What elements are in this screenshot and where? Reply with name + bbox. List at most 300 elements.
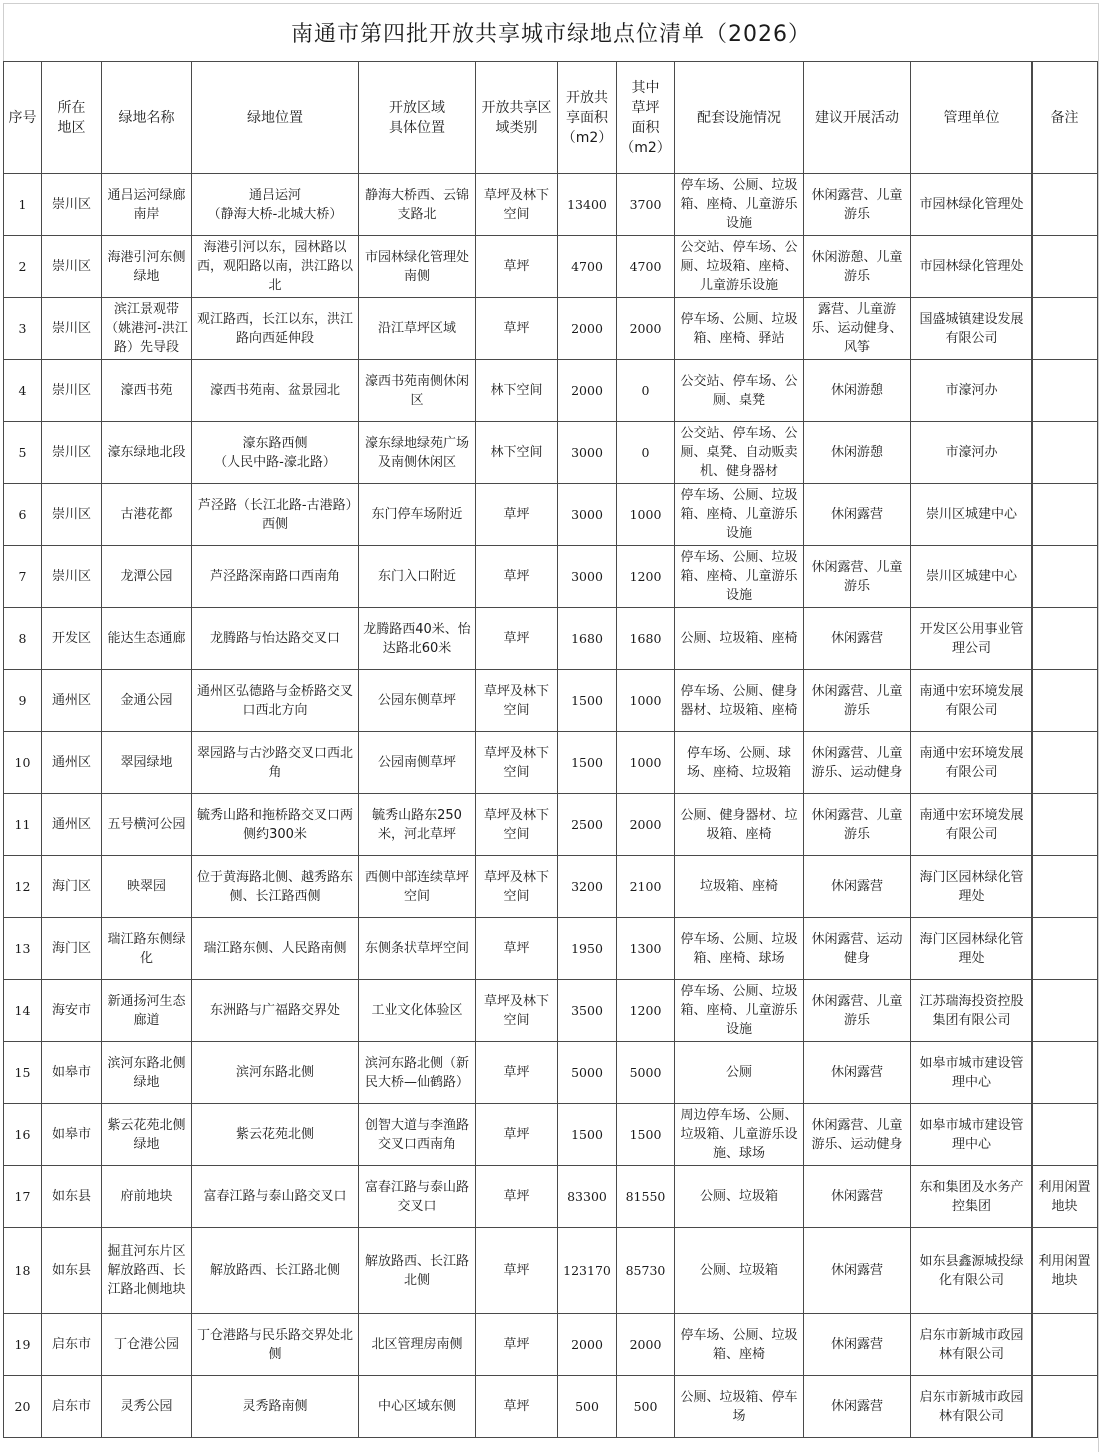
cell-lawn-area: 81550 xyxy=(617,1166,675,1228)
cell-seq: 6 xyxy=(4,484,42,546)
remark-row xyxy=(1032,1314,1098,1376)
remark-row xyxy=(1032,174,1098,236)
cell-manager: 开发区公用事业管理公司 xyxy=(911,608,1033,670)
cell-area-position: 沿江草坪区域 xyxy=(359,298,476,360)
cell-location: 位于黄海路北侧、越秀路东侧、长江路西侧 xyxy=(192,856,359,918)
cell-location: 海港引河以东，园林路以西，观阳路以南，洪江路以北 xyxy=(192,236,359,298)
header-area-position xyxy=(359,62,476,174)
cell-name: 灵秀公园 xyxy=(102,1376,192,1438)
cell-facilities: 公交站、停车场、公厕、垃圾箱、座椅、儿童游乐设施 xyxy=(675,236,804,298)
cell-area-position: 公园东侧草坪 xyxy=(359,670,476,732)
cell-name: 五号横河公园 xyxy=(102,794,192,856)
cell-activities: 休闲露营 xyxy=(804,1376,911,1438)
cell-seq: 2 xyxy=(4,236,42,298)
cell-facilities: 停车场、公厕、垃圾箱、座椅、儿童游乐设施 xyxy=(675,174,804,236)
cell-district: 如皋市 xyxy=(42,1104,102,1166)
cell-manager: 启东市新城市政园林有限公司 xyxy=(911,1376,1033,1438)
table-row xyxy=(4,1314,1033,1376)
remark-row xyxy=(1032,1376,1098,1438)
cell-area-position: 滨河东路北侧（新民大桥—仙鹤路） xyxy=(359,1042,476,1104)
cell-district: 海门区 xyxy=(42,856,102,918)
cell-area-position: 创智大道与李渔路交叉口西南角 xyxy=(359,1104,476,1166)
cell-manager: 如皋市城市建设管理中心 xyxy=(911,1104,1033,1166)
header-lawn-area-text: 其中 草坪 面积 （m2） xyxy=(620,79,671,156)
cell-location: 东洲路与广福路交界处 xyxy=(192,980,359,1042)
cell-open-area: 1680 xyxy=(558,608,617,670)
remark-row xyxy=(1032,856,1098,918)
table-row xyxy=(4,174,1033,236)
cell-district: 崇川区 xyxy=(42,236,102,298)
header-lawn-area xyxy=(617,62,675,174)
cell-seq: 1 xyxy=(4,174,42,236)
cell-district: 如皋市 xyxy=(42,1042,102,1104)
cell-seq: 4 xyxy=(4,360,42,422)
cell-facilities: 停车场、公厕、球场、座椅、垃圾箱 xyxy=(675,732,804,794)
table-body xyxy=(4,174,1033,1438)
cell-facilities: 垃圾箱、座椅 xyxy=(675,856,804,918)
cell-facilities: 停车场、公厕、垃圾箱、座椅、儿童游乐设施 xyxy=(675,546,804,608)
remark-table xyxy=(1031,61,1098,1438)
cell-manager: 崇川区城建中心 xyxy=(911,484,1033,546)
cell-lawn-area: 2000 xyxy=(617,1314,675,1376)
cell-activities: 休闲露营、儿童游乐 xyxy=(804,546,911,608)
cell-type: 草坪及林下空间 xyxy=(476,670,558,732)
cell-manager: 市濠河办 xyxy=(911,360,1033,422)
cell-activities: 休闲露营 xyxy=(804,1166,911,1228)
cell-type: 草坪 xyxy=(476,1104,558,1166)
cell-facilities: 公厕、垃圾箱 xyxy=(675,1166,804,1228)
cell-activities: 休闲露营 xyxy=(804,608,911,670)
cell-seq: 16 xyxy=(4,1104,42,1166)
table-row xyxy=(4,1376,1033,1438)
cell-manager: 国盛城镇建设发展有限公司 xyxy=(911,298,1033,360)
cell-open-area: 3000 xyxy=(558,422,617,484)
cell-manager: 市园林绿化管理处 xyxy=(911,236,1033,298)
cell-facilities: 停车场、公厕、垃圾箱、座椅、儿童游乐设施 xyxy=(675,484,804,546)
cell-location: 濠西书苑南、盆景园北 xyxy=(192,360,359,422)
cell-district: 崇川区 xyxy=(42,422,102,484)
cell-remark xyxy=(1032,732,1098,794)
cell-remark xyxy=(1032,298,1098,360)
cell-lawn-area: 1000 xyxy=(617,732,675,794)
cell-open-area: 1500 xyxy=(558,1104,617,1166)
cell-seq: 19 xyxy=(4,1314,42,1376)
cell-facilities: 停车场、公厕、垃圾箱、座椅、球场 xyxy=(675,918,804,980)
cell-location: 灵秀路南侧 xyxy=(192,1376,359,1438)
cell-seq: 20 xyxy=(4,1376,42,1438)
cell-remark xyxy=(1032,608,1098,670)
cell-lawn-area: 85730 xyxy=(617,1228,675,1314)
green-space-table xyxy=(3,61,1033,1438)
cell-type: 草坪 xyxy=(476,1166,558,1228)
cell-area-position: 解放路西、长江路北侧 xyxy=(359,1228,476,1314)
cell-activities: 休闲露营、儿童游乐 xyxy=(804,670,911,732)
cell-area-position: 富春江路与泰山路交叉口 xyxy=(359,1166,476,1228)
cell-type: 草坪 xyxy=(476,608,558,670)
cell-activities: 休闲露营 xyxy=(804,484,911,546)
remark-row xyxy=(1032,1104,1098,1166)
cell-open-area: 3200 xyxy=(558,856,617,918)
cell-open-area: 500 xyxy=(558,1376,617,1438)
table-row xyxy=(4,794,1033,856)
cell-location: 通州区弘德路与金桥路交叉口西北方向 xyxy=(192,670,359,732)
cell-open-area: 4700 xyxy=(558,236,617,298)
cell-manager: 启东市新城市政园林有限公司 xyxy=(911,1314,1033,1376)
cell-name: 海港引河东侧绿地 xyxy=(102,236,192,298)
cell-open-area: 3500 xyxy=(558,980,617,1042)
cell-name: 滨河东路北侧绿地 xyxy=(102,1042,192,1104)
cell-facilities: 公厕 xyxy=(675,1042,804,1104)
cell-area-position: 东侧条状草坪空间 xyxy=(359,918,476,980)
cell-open-area: 5000 xyxy=(558,1042,617,1104)
cell-type: 草坪 xyxy=(476,918,558,980)
remark-row xyxy=(1032,1042,1098,1104)
cell-remark xyxy=(1032,670,1098,732)
remark-column xyxy=(1032,61,1099,1452)
remark-row xyxy=(1032,1166,1098,1228)
table-row xyxy=(4,360,1033,422)
header-area-position-text: 开放区域 具体位置 xyxy=(389,99,445,136)
cell-name: 瑞江路东侧绿化 xyxy=(102,918,192,980)
cell-manager: 如皋市城市建设管理中心 xyxy=(911,1042,1033,1104)
cell-location: 龙腾路与怡达路交叉口 xyxy=(192,608,359,670)
cell-area-position: 工业文化体验区 xyxy=(359,980,476,1042)
cell-name: 通吕运河绿廊南岸 xyxy=(102,174,192,236)
cell-activities: 休闲露营、儿童游乐、运动健身 xyxy=(804,1104,911,1166)
cell-area-position: 东门停车场附近 xyxy=(359,484,476,546)
table-row xyxy=(4,236,1033,298)
header-name: 绿地名称 xyxy=(102,62,192,174)
cell-remark: 利用闲置地块 xyxy=(1032,1228,1098,1314)
cell-type: 草坪 xyxy=(476,1228,558,1314)
header-manager: 管理单位 xyxy=(911,62,1033,174)
cell-activities: 休闲露营、儿童游乐 xyxy=(804,174,911,236)
cell-lawn-area: 1500 xyxy=(617,1104,675,1166)
remark-row xyxy=(1032,918,1098,980)
cell-type: 草坪 xyxy=(476,484,558,546)
title-row xyxy=(3,3,1099,61)
cell-name: 金通公园 xyxy=(102,670,192,732)
cell-location: 观江路西，长江以东，洪江路向西延伸段 xyxy=(192,298,359,360)
cell-district: 通州区 xyxy=(42,732,102,794)
cell-district: 崇川区 xyxy=(42,174,102,236)
cell-activities: 休闲游憩、儿童游乐 xyxy=(804,236,911,298)
cell-remark xyxy=(1032,546,1098,608)
cell-lawn-area: 5000 xyxy=(617,1042,675,1104)
cell-remark xyxy=(1032,794,1098,856)
header-district-text: 所在 地区 xyxy=(57,99,86,136)
cell-location: 翠园路与古沙路交叉口西北角 xyxy=(192,732,359,794)
cell-location: 濠东路西侧 （人民中路-濠北路） xyxy=(192,422,359,484)
cell-remark xyxy=(1032,918,1098,980)
cell-name: 翠园绿地 xyxy=(102,732,192,794)
header-district xyxy=(42,62,102,174)
cell-facilities: 公厕、垃圾箱 xyxy=(675,1228,804,1314)
cell-area-position: 西侧中部连续草坪空间 xyxy=(359,856,476,918)
cell-type: 草坪及林下空间 xyxy=(476,980,558,1042)
cell-type: 草坪及林下空间 xyxy=(476,794,558,856)
cell-remark xyxy=(1032,1314,1098,1376)
table-row xyxy=(4,856,1033,918)
table-row xyxy=(4,1104,1033,1166)
cell-location: 毓秀山路和拖桥路交叉口两侧约300米 xyxy=(192,794,359,856)
cell-facilities: 周边停车场、公厕、垃圾箱、儿童游乐设施、球场 xyxy=(675,1104,804,1166)
table-row xyxy=(4,298,1033,360)
remark-row xyxy=(1032,1228,1098,1314)
header-location: 绿地位置 xyxy=(192,62,359,174)
cell-area-position: 中心区域东侧 xyxy=(359,1376,476,1438)
cell-manager: 海门区园林绿化管理处 xyxy=(911,918,1033,980)
cell-open-area: 1500 xyxy=(558,670,617,732)
cell-lawn-area: 0 xyxy=(617,422,675,484)
cell-name: 龙潭公园 xyxy=(102,546,192,608)
cell-manager: 东和集团及水务产控集团 xyxy=(911,1166,1033,1228)
cell-district: 崇川区 xyxy=(42,298,102,360)
cell-manager: 崇川区城建中心 xyxy=(911,546,1033,608)
cell-lawn-area: 1680 xyxy=(617,608,675,670)
cell-name: 能达生态通廊 xyxy=(102,608,192,670)
cell-activities: 休闲露营 xyxy=(804,1042,911,1104)
cell-remark xyxy=(1032,1042,1098,1104)
table-row xyxy=(4,1042,1033,1104)
cell-area-position: 濠东绿地绿苑广场及南侧休闲区 xyxy=(359,422,476,484)
cell-lawn-area: 1300 xyxy=(617,918,675,980)
cell-seq: 10 xyxy=(4,732,42,794)
cell-lawn-area: 1200 xyxy=(617,980,675,1042)
cell-open-area: 3000 xyxy=(558,546,617,608)
remark-row xyxy=(1032,980,1098,1042)
cell-name: 紫云花苑北侧绿地 xyxy=(102,1104,192,1166)
remark-row xyxy=(1032,236,1098,298)
cell-lawn-area: 500 xyxy=(617,1376,675,1438)
cell-seq: 15 xyxy=(4,1042,42,1104)
cell-manager: 南通中宏环境发展有限公司 xyxy=(911,732,1033,794)
cell-seq: 18 xyxy=(4,1228,42,1314)
remark-row xyxy=(1032,298,1098,360)
cell-type: 草坪 xyxy=(476,236,558,298)
cell-remark xyxy=(1032,1104,1098,1166)
remark-row xyxy=(1032,670,1098,732)
cell-manager: 市濠河办 xyxy=(911,422,1033,484)
cell-type: 林下空间 xyxy=(476,360,558,422)
cell-lawn-area: 2000 xyxy=(617,298,675,360)
header-facilities: 配套设施情况 xyxy=(675,62,804,174)
cell-activities: 休闲露营 xyxy=(804,1228,911,1314)
table-row xyxy=(4,980,1033,1042)
cell-activities: 露营、儿童游乐、运动健身、风筝 xyxy=(804,298,911,360)
cell-type: 林下空间 xyxy=(476,422,558,484)
cell-open-area: 2500 xyxy=(558,794,617,856)
cell-area-position: 市园林绿化管理处南侧 xyxy=(359,236,476,298)
cell-remark xyxy=(1032,856,1098,918)
cell-facilities: 公厕、垃圾箱、停车场 xyxy=(675,1376,804,1438)
cell-location: 解放路西、长江路北侧 xyxy=(192,1228,359,1314)
cell-district: 开发区 xyxy=(42,608,102,670)
cell-district: 如东县 xyxy=(42,1228,102,1314)
remark-row xyxy=(1032,794,1098,856)
cell-activities: 休闲露营 xyxy=(804,856,911,918)
cell-manager: 江苏瑞海投资控股集团有限公司 xyxy=(911,980,1033,1042)
header-row xyxy=(4,62,1033,174)
cell-name: 府前地块 xyxy=(102,1166,192,1228)
cell-district: 通州区 xyxy=(42,670,102,732)
cell-remark xyxy=(1032,1376,1098,1438)
cell-activities: 休闲露营 xyxy=(804,1314,911,1376)
cell-district: 通州区 xyxy=(42,794,102,856)
cell-seq: 9 xyxy=(4,670,42,732)
cell-area-position: 北区管理房南侧 xyxy=(359,1314,476,1376)
cell-open-area: 1950 xyxy=(558,918,617,980)
cell-remark xyxy=(1032,236,1098,298)
cell-facilities: 停车场、公厕、健身器材、垃圾箱、座椅 xyxy=(675,670,804,732)
cell-type: 草坪及林下空间 xyxy=(476,856,558,918)
cell-type: 草坪 xyxy=(476,1042,558,1104)
cell-location: 芦泾路（长江北路-古港路）西侧 xyxy=(192,484,359,546)
cell-type: 草坪 xyxy=(476,1376,558,1438)
cell-activities: 休闲露营、儿童游乐 xyxy=(804,794,911,856)
cell-name: 映翠园 xyxy=(102,856,192,918)
cell-facilities: 公交站、停车场、公厕、桌凳、自动贩卖机、健身器材 xyxy=(675,422,804,484)
cell-name: 濠西书苑 xyxy=(102,360,192,422)
table-row xyxy=(4,1166,1033,1228)
cell-remark xyxy=(1032,422,1098,484)
cell-name: 新通扬河生态廊道 xyxy=(102,980,192,1042)
header-open-area-text: 开放共 享面积 （m2） xyxy=(561,89,613,146)
cell-seq: 13 xyxy=(4,918,42,980)
header-open-area xyxy=(558,62,617,174)
cell-activities: 休闲露营、儿童游乐、运动健身 xyxy=(804,732,911,794)
cell-area-position: 龙腾路西40米、怡达路北60米 xyxy=(359,608,476,670)
cell-activities: 休闲游憩 xyxy=(804,422,911,484)
cell-lawn-area: 1000 xyxy=(617,484,675,546)
table-row xyxy=(4,608,1033,670)
cell-seq: 14 xyxy=(4,980,42,1042)
cell-remark xyxy=(1032,360,1098,422)
table-row xyxy=(4,422,1033,484)
remark-header-row xyxy=(1032,62,1098,174)
cell-name: 古港花都 xyxy=(102,484,192,546)
cell-open-area: 2000 xyxy=(558,298,617,360)
table-row xyxy=(4,670,1033,732)
cell-district: 启东市 xyxy=(42,1376,102,1438)
cell-lawn-area: 1200 xyxy=(617,546,675,608)
cell-lawn-area: 4700 xyxy=(617,236,675,298)
page-title: 南通市第四批开放共享城市绿地点位清单（2026） xyxy=(291,22,811,47)
table-row xyxy=(4,484,1033,546)
cell-area-position: 东门入口附近 xyxy=(359,546,476,608)
cell-district: 海门区 xyxy=(42,918,102,980)
cell-district: 海安市 xyxy=(42,980,102,1042)
cell-open-area: 13400 xyxy=(558,174,617,236)
cell-manager: 南通中宏环境发展有限公司 xyxy=(911,670,1033,732)
cell-name: 濠东绿地北段 xyxy=(102,422,192,484)
cell-seq: 8 xyxy=(4,608,42,670)
cell-facilities: 公交站、停车场、公厕、桌凳 xyxy=(675,360,804,422)
cell-manager: 海门区园林绿化管理处 xyxy=(911,856,1033,918)
cell-facilities: 停车场、公厕、垃圾箱、座椅 xyxy=(675,1314,804,1376)
cell-manager: 市园林绿化管理处 xyxy=(911,174,1033,236)
cell-area-position: 濠西书苑南侧休闲区 xyxy=(359,360,476,422)
cell-location: 通吕运河 （静海大桥-北城大桥） xyxy=(192,174,359,236)
cell-seq: 7 xyxy=(4,546,42,608)
cell-remark: 利用闲置地块 xyxy=(1032,1166,1098,1228)
cell-remark xyxy=(1032,174,1098,236)
cell-district: 崇川区 xyxy=(42,360,102,422)
cell-activities: 休闲露营、运动健身 xyxy=(804,918,911,980)
remark-row xyxy=(1032,360,1098,422)
cell-seq: 5 xyxy=(4,422,42,484)
cell-area-position: 公园南侧草坪 xyxy=(359,732,476,794)
cell-seq: 11 xyxy=(4,794,42,856)
cell-location: 瑞江路东侧、人民路南侧 xyxy=(192,918,359,980)
cell-open-area: 83300 xyxy=(558,1166,617,1228)
cell-open-area: 3000 xyxy=(558,484,617,546)
remark-row xyxy=(1032,732,1098,794)
remark-row xyxy=(1032,608,1098,670)
cell-name: 丁仓港公园 xyxy=(102,1314,192,1376)
cell-lawn-area: 2100 xyxy=(617,856,675,918)
cell-seq: 17 xyxy=(4,1166,42,1228)
cell-location: 富春江路与泰山路交叉口 xyxy=(192,1166,359,1228)
cell-type: 草坪及林下空间 xyxy=(476,174,558,236)
cell-remark xyxy=(1032,484,1098,546)
remark-row xyxy=(1032,484,1098,546)
cell-lawn-area: 2000 xyxy=(617,794,675,856)
table-row xyxy=(4,1228,1033,1314)
cell-open-area: 2000 xyxy=(558,1314,617,1376)
header-remark: 备注 xyxy=(1032,62,1098,174)
cell-lawn-area: 1000 xyxy=(617,670,675,732)
cell-manager: 南通中宏环境发展有限公司 xyxy=(911,794,1033,856)
cell-open-area: 1500 xyxy=(558,732,617,794)
cell-lawn-area: 3700 xyxy=(617,174,675,236)
cell-location: 滨河东路北侧 xyxy=(192,1042,359,1104)
cell-district: 崇川区 xyxy=(42,484,102,546)
cell-type: 草坪 xyxy=(476,546,558,608)
cell-seq: 12 xyxy=(4,856,42,918)
remark-row xyxy=(1032,422,1098,484)
cell-manager: 如东县鑫源城投绿化有限公司 xyxy=(911,1228,1033,1314)
header-activities: 建议开展活动 xyxy=(804,62,911,174)
header-seq: 序号 xyxy=(4,62,42,174)
cell-name: 掘苴河东片区解放路西、长江路北侧地块 xyxy=(102,1228,192,1314)
table-row xyxy=(4,732,1033,794)
cell-activities: 休闲露营、儿童游乐 xyxy=(804,980,911,1042)
cell-area-position: 毓秀山路东250米，河北草坪 xyxy=(359,794,476,856)
cell-seq: 3 xyxy=(4,298,42,360)
cell-type: 草坪及林下空间 xyxy=(476,732,558,794)
cell-open-area: 123170 xyxy=(558,1228,617,1314)
cell-type: 草坪 xyxy=(476,1314,558,1376)
cell-type: 草坪 xyxy=(476,298,558,360)
cell-open-area: 2000 xyxy=(558,360,617,422)
cell-facilities: 停车场、公厕、垃圾箱、座椅、驿站 xyxy=(675,298,804,360)
cell-activities: 休闲游憩 xyxy=(804,360,911,422)
remark-row xyxy=(1032,546,1098,608)
cell-location: 芦泾路深南路口西南角 xyxy=(192,546,359,608)
header-type-text: 开放共享区 域类别 xyxy=(481,99,552,136)
cell-facilities: 停车场、公厕、垃圾箱、座椅、儿童游乐设施 xyxy=(675,980,804,1042)
table-row xyxy=(4,918,1033,980)
cell-district: 如东县 xyxy=(42,1166,102,1228)
cell-area-position: 静海大桥西、云锦支路北 xyxy=(359,174,476,236)
cell-facilities: 公厕、健身器材、垃圾箱、座椅 xyxy=(675,794,804,856)
table-row xyxy=(4,546,1033,608)
cell-location: 紫云花苑北侧 xyxy=(192,1104,359,1166)
cell-district: 启东市 xyxy=(42,1314,102,1376)
cell-facilities: 公厕、垃圾箱、座椅 xyxy=(675,608,804,670)
cell-lawn-area: 0 xyxy=(617,360,675,422)
